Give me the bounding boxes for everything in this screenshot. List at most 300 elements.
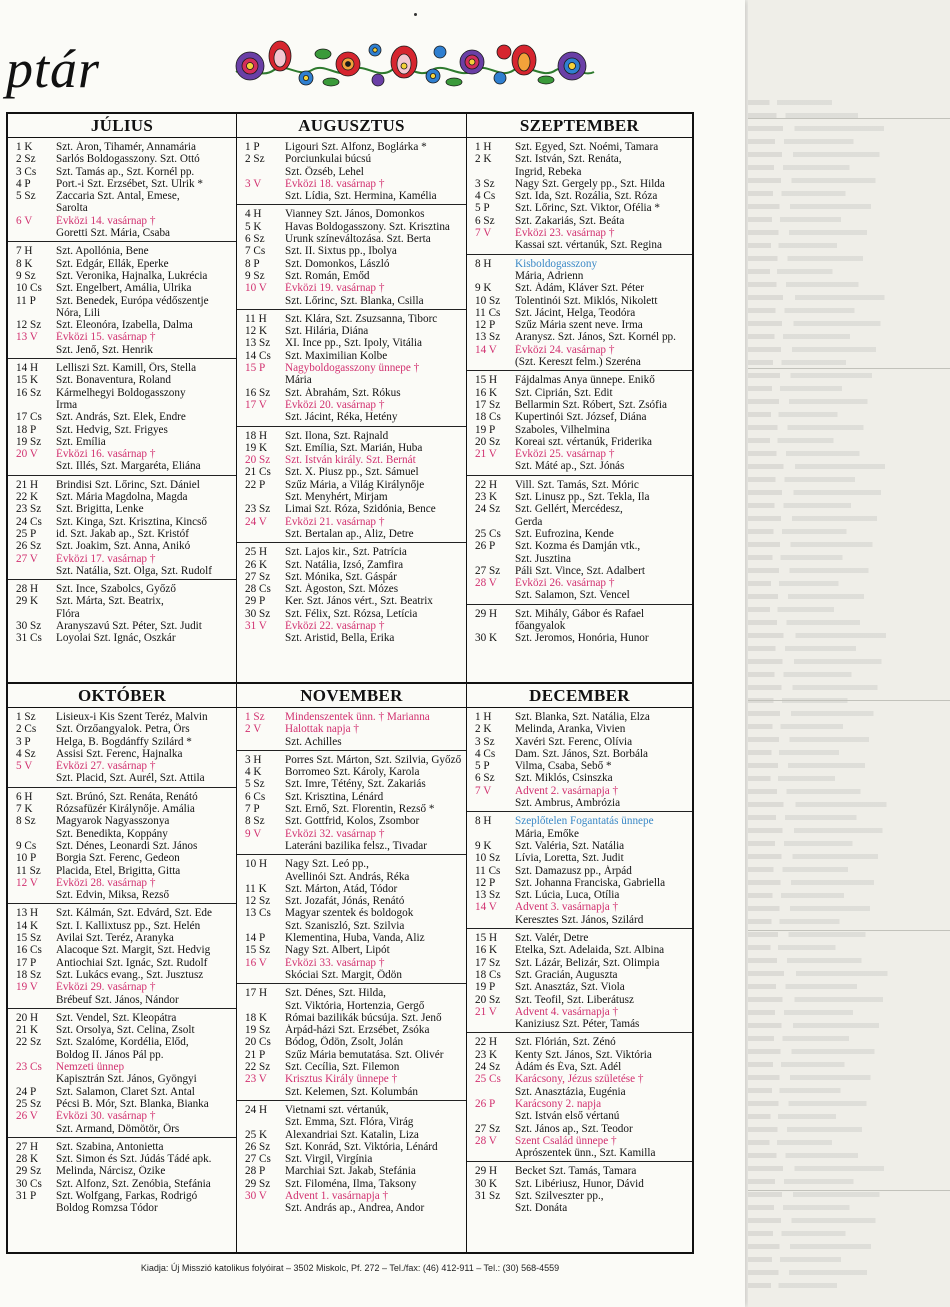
day-row	[8, 1165, 236, 1177]
week-block	[8, 708, 236, 788]
day-number: 31 Sz	[475, 1189, 501, 1202]
name-day-text: Karácsony 2. napja	[515, 1097, 602, 1110]
bleed-text-line	[748, 568, 920, 573]
day-number: 14 K	[16, 919, 39, 932]
name-day-text: Szt. Linusz pp., Szt. Tekla, Ila	[515, 491, 650, 504]
bleed-text-line	[748, 347, 931, 352]
bleed-text-line	[748, 867, 891, 872]
name-day-text: Szt. Vendel, Szt. Kleopátra	[56, 1011, 177, 1024]
name-day-text: Bellarmin Szt. Róbert, Szt. Zsófia	[515, 398, 667, 411]
day-row	[467, 1061, 692, 1073]
day-row	[467, 1049, 692, 1061]
day-row	[237, 632, 466, 644]
name-day-text: Limai Szt. Róza, Szidónia, Bence	[285, 503, 436, 516]
day-number: 1 P	[245, 141, 260, 153]
day-number: 10 P	[16, 852, 37, 865]
week-block	[237, 427, 466, 544]
week-block	[237, 708, 466, 751]
day-number: 11 H	[245, 312, 267, 325]
day-row	[8, 772, 236, 784]
bleed-text-line	[748, 1205, 893, 1210]
day-row	[467, 877, 692, 889]
bleed-text-line	[748, 542, 926, 547]
day-row	[237, 411, 466, 423]
name-day-text: Ingrid, Rebeka	[515, 165, 582, 178]
week-block	[8, 359, 236, 476]
bleed-rule	[748, 368, 950, 369]
name-day-text: Assisi Szt. Ferenc, Hajnalka	[56, 747, 183, 760]
day-row	[467, 828, 692, 840]
name-day-text: Porciunkulai búcsú	[285, 153, 372, 166]
name-day-text: Xavéri Szt. Ferenc, Olívia	[515, 735, 633, 748]
day-number: 6 H	[16, 790, 33, 803]
day-number: 13 Cs	[245, 907, 271, 920]
day-row	[237, 258, 466, 270]
name-day-text: Szt. Imre, Tétény, Szt. Zakariás	[285, 778, 426, 791]
day-number	[8, 307, 56, 319]
day-row	[8, 1036, 236, 1048]
day-row	[467, 840, 692, 852]
day-number: 20 Sz	[475, 435, 501, 448]
name-day-text: Szt. Natália, Izsó, Zamfira	[285, 558, 404, 571]
bleed-text-line	[748, 1127, 911, 1132]
day-row	[467, 760, 692, 772]
week-block	[237, 543, 466, 646]
name-day-text: Szt. Ince, Szabolcs, Győző	[56, 583, 176, 596]
day-row	[8, 736, 236, 748]
day-number: 4 H	[245, 208, 262, 221]
day-number: 21 V	[475, 448, 497, 461]
name-day-text: Szt. Brigitta, Lenke	[56, 503, 144, 516]
day-number: 21 H	[16, 478, 39, 491]
name-day-text: Szt. Jácint, Helga, Teodóra	[515, 306, 636, 319]
day-row	[8, 1110, 236, 1122]
name-day-text: Porres Szt. Márton, Szt. Szilvia, Győző	[285, 753, 462, 766]
bleed-text-line	[748, 464, 944, 469]
day-number: 28 K	[16, 1153, 39, 1166]
day-number: 5 Sz	[16, 190, 36, 203]
day-row	[237, 141, 466, 153]
name-day-text: Nagy Szt. Albert, Lipót	[285, 944, 390, 957]
day-row	[8, 981, 236, 993]
day-number	[467, 1018, 515, 1030]
day-number: 23 V	[245, 1073, 267, 1086]
day-row	[8, 852, 236, 864]
bleed-text-line	[748, 1166, 942, 1171]
name-day-text: Szt. Eleonóra, Izabella, Dalma	[56, 319, 193, 332]
day-row	[237, 1073, 466, 1085]
name-day-text: Irma	[56, 398, 78, 411]
day-row	[237, 387, 466, 399]
day-row	[237, 920, 466, 932]
day-row	[237, 325, 466, 337]
bleed-text-line	[748, 438, 870, 443]
week-block	[467, 812, 692, 929]
day-row	[237, 337, 466, 349]
name-day-text: Aranysz. Szt. János, Szt. Kornél pp.	[515, 331, 676, 344]
day-number: 27 Sz	[475, 564, 501, 577]
day-number: 2 K	[475, 153, 492, 166]
day-number: 8 H	[475, 257, 492, 270]
day-number: 28 V	[475, 1134, 497, 1147]
bleed-text-line	[748, 139, 899, 144]
day-number: 11 Sz	[16, 864, 41, 877]
day-number: 22 K	[16, 491, 39, 504]
day-row	[8, 270, 236, 282]
day-row	[467, 944, 692, 956]
day-row	[237, 1104, 466, 1116]
name-day-text: Szt. Anasztáz, Szt. Viola	[515, 981, 625, 994]
day-row	[467, 387, 692, 399]
name-day-text: Vietnami szt. vértanúk,	[285, 1103, 389, 1116]
day-row	[8, 1178, 236, 1190]
name-day-text: Krisztus Király ünnepe †	[285, 1073, 398, 1086]
name-day-text: Szt. Lőrinc, Szt. Blanka, Csilla	[285, 294, 424, 307]
day-row	[8, 491, 236, 503]
day-number	[237, 166, 285, 178]
name-day-text: Placida, Etel, Brigitta, Gitta	[56, 864, 181, 877]
day-number: 24 H	[245, 1103, 268, 1116]
day-number: 16 Sz	[245, 386, 271, 399]
bleed-text-line	[748, 386, 882, 391]
day-number: 25 H	[245, 546, 268, 559]
name-day-text: Szűz Mária, a Világ Királynője	[285, 478, 425, 491]
day-number	[8, 889, 56, 901]
day-row	[467, 258, 692, 270]
name-day-text: Évközi 27. vasárnap †	[56, 760, 156, 773]
name-day-text: Magyarok Nagyasszonya	[56, 815, 170, 828]
day-row	[8, 362, 236, 374]
day-row	[8, 1153, 236, 1165]
day-row	[237, 282, 466, 294]
day-row	[8, 957, 236, 969]
name-day-text: Mária, Adrienn	[515, 269, 584, 282]
day-number	[8, 1123, 56, 1135]
day-number	[467, 270, 515, 282]
day-number: 19 Sz	[245, 1024, 271, 1037]
day-row	[8, 907, 236, 919]
day-number: 8 Sz	[16, 815, 36, 828]
day-row	[8, 411, 236, 423]
name-day-text: Szt. Jusztina	[515, 552, 571, 565]
bleed-text-line	[748, 815, 903, 820]
name-day-text: Szt. Konrád, Szt. Viktória, Lénárd	[285, 1140, 438, 1153]
day-row	[237, 233, 466, 245]
day-row	[467, 411, 692, 423]
day-number: 18 Sz	[16, 968, 42, 981]
name-day-text: Szt. Lídia, Szt. Hermina, Kamélia	[285, 190, 437, 203]
day-number: 28 H	[16, 583, 39, 596]
name-day-text: Páli Szt. Vince, Szt. Adalbert	[515, 564, 645, 577]
day-number	[237, 736, 285, 748]
day-row	[8, 1012, 236, 1024]
day-number	[237, 1000, 285, 1012]
day-number: 24 Cs	[16, 515, 42, 528]
name-day-text: Szaboles, Vilhelmina	[515, 423, 610, 436]
name-day-text: Szt. Dénes, Szt. Hilda,	[285, 987, 386, 1000]
name-day-text: Alacoque Szt. Margit, Szt. Hedvig	[56, 944, 211, 957]
day-number: 11 P	[16, 294, 36, 307]
name-day-text: Kassai szt. vértanúk, Szt. Regina	[515, 239, 662, 252]
day-number: 18 Cs	[475, 968, 501, 981]
name-day-text: Szt. Natália, Szt. Olga, Szt. Rudolf	[56, 564, 212, 577]
day-row	[467, 553, 692, 565]
name-day-text: Szt. Mónika, Szt. Gáspár	[285, 570, 397, 583]
day-number: 12 P	[475, 319, 496, 332]
calendar-grid	[6, 112, 694, 1254]
name-day-text: Szt. Gellért, Mercédesz,	[515, 503, 623, 516]
day-row	[237, 711, 466, 723]
day-number: 20 V	[16, 448, 38, 461]
day-number: 16 V	[245, 956, 267, 969]
day-row	[8, 540, 236, 552]
day-row	[8, 166, 236, 178]
day-row	[467, 356, 692, 368]
day-row	[237, 295, 466, 307]
day-row	[467, 632, 692, 644]
day-row	[467, 1086, 692, 1098]
day-number: 1 Sz	[245, 711, 265, 723]
day-row	[467, 981, 692, 993]
day-row	[8, 258, 236, 270]
bleed-text-line	[748, 256, 912, 261]
bleed-text-line	[748, 685, 933, 690]
day-row	[467, 901, 692, 913]
publisher-footer: Kiadja: Új Misszió katolikus folyóirat – 3502 Miskolc, Pf. 272 – Tel./fax: (46) 412-911 – Tel.: (30) 568-4559	[140, 1263, 560, 1273]
name-day-text: Szt. Alfonz, Szt. Zenóbia, Stefánia	[56, 1177, 211, 1190]
day-row	[467, 565, 692, 577]
day-row	[8, 503, 236, 515]
name-day-text: Szt. Lőrinc, Szt. Viktor, Ofélia *	[515, 202, 661, 215]
day-number: 19 K	[245, 441, 268, 454]
bleed-text-line	[748, 958, 910, 963]
name-day-text: Szt. Menyhért, Mirjam	[285, 491, 388, 504]
day-row	[237, 932, 466, 944]
bleed-text-line	[748, 776, 872, 781]
day-row	[467, 141, 692, 153]
day-number: 22 H	[475, 1036, 498, 1049]
day-row	[467, 1202, 692, 1214]
day-row	[8, 1190, 236, 1202]
name-day-text: Szt. Edvin, Miksa, Rezső	[56, 889, 170, 902]
day-number: 10 H	[245, 858, 268, 871]
name-day-text: Szt. Joakim, Szt. Anna, Anikó	[56, 540, 191, 553]
bleed-text-line	[748, 1114, 874, 1119]
day-row	[467, 1018, 692, 1030]
name-day-text: Szt. Aristid, Bella, Erika	[285, 632, 395, 645]
day-number: 28 Cs	[245, 583, 271, 596]
day-number: 16 K	[475, 386, 498, 399]
name-day-text: Évközi 32. vasárnap †	[285, 827, 385, 840]
next-page-bleed	[748, 0, 950, 1307]
day-row	[237, 895, 466, 907]
day-number: 7 Cs	[245, 245, 266, 258]
day-row	[237, 313, 466, 325]
day-number: 25 Cs	[475, 1073, 501, 1086]
day-number: 3 Sz	[475, 177, 495, 190]
day-row	[237, 987, 466, 999]
name-day-text: Nagyboldogasszony ünnepe †	[285, 362, 420, 375]
day-row	[237, 608, 466, 620]
day-row	[237, 245, 466, 257]
day-number: 3 Sz	[475, 735, 495, 748]
week-block	[8, 788, 236, 905]
name-day-text: Szt. Mihály, Gábor és Rafael	[515, 607, 645, 620]
bleed-text-line	[748, 360, 888, 365]
day-row	[8, 583, 236, 595]
name-day-text: Szeplőtelen Fogantatás ünnepe	[515, 815, 654, 828]
day-number: 7 V	[475, 227, 492, 240]
day-row	[467, 460, 692, 472]
day-row	[8, 748, 236, 760]
month-name: OKTÓBER	[8, 684, 236, 708]
name-day-text: Szt. Donáta	[515, 1202, 568, 1215]
name-day-text: Szt. Ambrus, Ambrózia	[515, 797, 621, 810]
day-row	[467, 540, 692, 552]
bleed-text-line	[748, 984, 904, 989]
name-day-text: Évközi 33. vasárnap †	[285, 956, 385, 969]
name-day-text: Ligouri Szt. Alfonz, Boglárka *	[285, 141, 427, 153]
day-number	[8, 1073, 56, 1085]
day-number	[467, 620, 515, 632]
name-day-text: id. Szt. Jakab ap., Szt. Kristóf	[56, 527, 189, 540]
day-row	[237, 620, 466, 632]
day-row	[237, 969, 466, 981]
day-number: 17 P	[16, 956, 37, 969]
day-row	[237, 1061, 466, 1073]
day-row	[467, 1006, 692, 1018]
name-day-text: Becket Szt. Tamás, Tamara	[515, 1165, 637, 1178]
day-row	[8, 932, 236, 944]
name-day-text: Szt. Emília, Szt. Marián, Huba	[285, 441, 423, 454]
day-row	[237, 166, 466, 178]
week-block	[237, 1101, 466, 1217]
name-day-text: Etelka, Szt. Adelaida, Szt. Albina	[515, 944, 665, 957]
name-day-text: Keresztes Szt. János, Szilárd	[515, 913, 644, 926]
bleed-text-line	[748, 750, 878, 755]
bleed-text-line	[748, 152, 936, 157]
day-row	[237, 595, 466, 607]
day-row	[8, 245, 236, 257]
bleed-text-line	[748, 269, 869, 274]
day-number: 29 P	[245, 595, 266, 608]
day-row	[8, 387, 236, 399]
day-number: 18 K	[245, 1011, 268, 1024]
day-number	[467, 460, 515, 472]
week-block	[467, 371, 692, 475]
name-day-text: Kaniziusz Szt. Péter, Tamás	[515, 1018, 640, 1031]
day-number	[237, 840, 285, 852]
day-number: 3 H	[245, 753, 262, 766]
month-name: AUGUSZTUS	[237, 114, 466, 138]
day-number: 4 Sz	[16, 747, 36, 760]
day-number: 9 K	[475, 839, 492, 852]
bleed-text-line	[748, 581, 877, 586]
day-row	[467, 736, 692, 748]
name-day-text: Szt. Bonaventura, Roland	[56, 374, 171, 387]
bleed-text-line	[748, 763, 915, 768]
name-day-text: Szt. Blanka, Szt. Natália, Elza	[515, 711, 650, 723]
day-row	[8, 374, 236, 386]
day-row	[237, 503, 466, 515]
name-day-text: Szt. Domonkos, László	[285, 257, 390, 270]
week-block	[237, 310, 466, 427]
name-day-text: Szt. Bertalan ap., Aliz, Detre	[285, 527, 414, 540]
day-row	[467, 748, 692, 760]
day-number: 2 Cs	[16, 723, 37, 736]
day-row	[467, 785, 692, 797]
day-row	[467, 448, 692, 460]
day-row	[8, 215, 236, 227]
name-day-text: Flóra	[56, 607, 80, 620]
day-row	[237, 528, 466, 540]
day-row	[467, 319, 692, 331]
name-day-text: Zaccaria Szt. Antal, Emese,	[56, 190, 180, 203]
bleed-text-line	[748, 1049, 929, 1054]
name-day-text: Skóciai Szt. Margit, Ödön	[285, 968, 402, 981]
day-number: 19 P	[475, 423, 496, 436]
day-row	[8, 944, 236, 956]
month-name: SZEPTEMBER	[467, 114, 692, 138]
day-number: 4 P	[16, 177, 31, 190]
day-number: 24 V	[245, 515, 267, 528]
name-day-text: Szt. Kelemen, Szt. Kolumbán	[285, 1085, 418, 1098]
day-row	[237, 350, 466, 362]
day-number: 26 K	[245, 558, 268, 571]
name-day-text: Szt. Teofil, Szt. Liberátusz	[515, 993, 634, 1006]
name-day-text: Évközi 17. vasárnap †	[56, 552, 156, 565]
day-number	[8, 608, 56, 620]
name-day-text: Melinda, Nárcisz, Őzike	[56, 1165, 166, 1178]
name-day-text: Évközi 15. vasárnap †	[56, 331, 156, 344]
name-day-text: Szt. II. Sixtus pp., Ibolya	[285, 245, 397, 258]
name-day-text: főangyalok	[515, 619, 566, 632]
name-day-text: Szt. Márta, Szt. Beatrix,	[56, 595, 164, 608]
name-day-text: Pécsi B. Mór, Szt. Blanka, Bianka	[56, 1097, 209, 1110]
name-day-text: Szt. Máté ap., Szt. Jónás	[515, 460, 625, 473]
bleed-text-line	[748, 1257, 881, 1262]
bleed-text-line	[748, 1088, 880, 1093]
bleed-text-line	[748, 1270, 918, 1275]
day-row	[8, 865, 236, 877]
name-day-text: Marchiai Szt. Jakab, Stefánia	[285, 1165, 416, 1178]
day-row	[8, 190, 236, 202]
day-number: 14 Cs	[245, 349, 271, 362]
day-number: 8 H	[475, 815, 492, 828]
day-number: 1 H	[475, 141, 492, 153]
day-number: 7 P	[245, 803, 260, 816]
day-number: 22 Sz	[245, 1061, 271, 1074]
bleed-text-line	[748, 282, 906, 287]
bleed-text-line	[748, 906, 922, 911]
day-row	[467, 528, 692, 540]
name-day-text: Évközi 21. vasárnap †	[285, 515, 385, 528]
day-row	[8, 723, 236, 735]
name-day-text: Szt. Filoména, Ilma, Taksony	[285, 1177, 417, 1190]
day-row	[8, 969, 236, 981]
day-row	[237, 466, 466, 478]
name-day-text: Kapisztrán Szt. János, Gyöngyi	[56, 1073, 197, 1086]
day-number: 8 P	[245, 257, 260, 270]
name-day-text: Szt. Benedek, Európa védőszentje	[56, 294, 209, 307]
day-number: 13 H	[16, 907, 39, 920]
day-row	[8, 632, 236, 644]
name-day-text: Szt. Salamon, Claret Szt. Antal	[56, 1085, 195, 1098]
name-day-text: Szt. Anasztázia, Eugénia	[515, 1085, 626, 1098]
day-row	[8, 877, 236, 889]
month-name: DECEMBER	[467, 684, 692, 708]
month-1	[8, 114, 236, 647]
